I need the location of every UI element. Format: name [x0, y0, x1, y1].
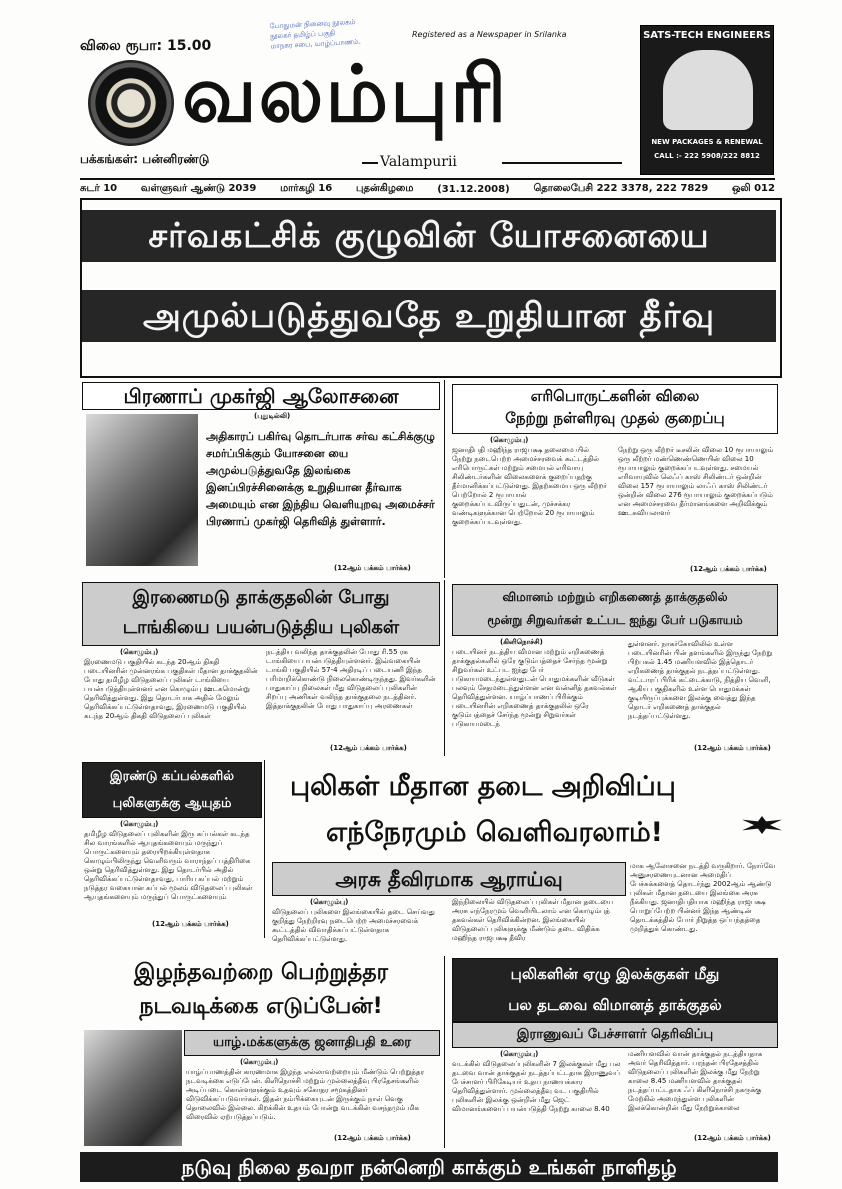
story8-subhead: இராணுவப் பேச்சாளர் தெரிவிப்பு	[452, 1022, 778, 1048]
story1-continued: (12ஆம் பக்கம் பார்க்க)	[334, 564, 411, 572]
story1-body: அதிகாரப் பகிர்வு தொடர்பாக சர்வ கட்சிக்குழு சமர்ப்பிக்கும் யோசனை யை அமுல்படுத்துவதே இலங்கை இனப்பிரச்சினைக்கு உறுதியான தீர்வாக அமையும் என இந்திய வெளியுறவு அமைச்சர் பிரணாப் முகர்ஜி தெரிவித் துள்ளார்.	[206, 430, 435, 528]
story5-continued: (12ஆம் பக்கம் பார்க்க)	[152, 920, 229, 928]
story7-headline-box	[82, 956, 440, 1026]
story6-headline-line1: புலிகள் மீதான தடை அறிவிப்பு	[290, 771, 676, 802]
advertisement	[640, 25, 774, 175]
story3-col2: நடத்திய வலிந்த தாக்குதலின் போது ரி.55 ரக டாங்கியை பயன்படுத்தியுள்ளனர். இவ்வகையின் டாங்கி பகுதியில் 57-4 அதிரடிப் படையணி இந்த பரிமாறிக்கொண்டு நிலைகொண்டிருந்தது. இவர்களின் பாதுகாப்பு நிலைகள் மீது விடுதலைப் புலிகளின் சிறப்பு அணிகள் வலிந்த தாக்குதலை நடத்தினர். இத்தாக்குதலின் போது பாதுகாப்பு அரணைகள்	[266, 648, 436, 710]
story6-col2: இந்நிலையில் விடுதலைப் புலிகள் மீதான தடையை அரசு எந்நேரமும் வெளியிடலாம் என கொழும்புத் தகவல்கள் தெரிவிக்கின்றன. இலங்கையில் விடுதலைப் புலிகளுக்கு மீண்டும் தடை விதிக்க மஹிந்த ராஜபக்ஷ தீவிர	[452, 898, 614, 942]
thiruvalluvar-year: வள்ளுவர் ஆண்டு 2039	[140, 183, 257, 194]
newspaper-title: வலம்புரி	[182, 49, 509, 140]
story3-headline-line2: டாங்கியை பயன்படுத்திய புலிகள்	[122, 617, 400, 638]
story7-headline-line2: நடவடிக்கை எடுப்பேன்!	[139, 994, 383, 1019]
story5-dateline: (கொழும்பு)	[120, 820, 159, 828]
ad-title: SATS-TECH ENGINEERS	[643, 30, 771, 41]
stamp-line: மாநகர சபை, யாழ்ப்பாணம்.	[270, 37, 362, 51]
story1-headline: பிரணாப் முகர்ஜி ஆலோசனை	[82, 382, 440, 410]
story7-continued: (12ஆம் பக்கம் பார்க்க)	[334, 1134, 411, 1142]
story8-headline-line1: புலிகளின் ஏழு இலக்குகள் மீது	[510, 965, 720, 983]
story1-dateline: (புதுடில்லி)	[254, 412, 291, 420]
story5-headline-line2: புலிகளுக்கு ஆயுதம்	[112, 796, 232, 811]
story4-dateline: (கிளிநொச்சி)	[500, 638, 543, 646]
story7-headline-line1: இழந்தவற்றை பெற்றுத்தர	[134, 960, 388, 985]
story3-headline-line1: இரணைமடு தாக்குதலின் போது	[132, 587, 390, 608]
story8-headline-box	[452, 958, 778, 1022]
price: விலை ரூபா: 15.00	[80, 38, 212, 54]
library-stamp	[269, 15, 400, 52]
story7-dateline: (கொழும்பு)	[240, 1058, 279, 1066]
story3-continued: (12ஆம் பக்கம் பார்க்க)	[330, 744, 407, 752]
story6-subhead: அரசு தீவிரமாக ஆராய்வு	[272, 862, 626, 896]
volume: சுடர் 10	[80, 183, 118, 194]
ad-phone: CALL :- 222 5908/222 8812	[654, 152, 760, 160]
footer-slogan: நடுவு நிலை தவறா நன்னெறி காக்கும் உங்கள் நாளிதழ்	[80, 1152, 778, 1182]
story4-headline-line2: மூன்று சிறுவர்கள் உட்பட ஐந்து பேர் படுகாயம்	[487, 613, 743, 627]
column-rule	[444, 956, 445, 1148]
story2-col2: நேற்று ஒரு லீற்றர் டீசலின் விலை 10 ரூபாயாலும் ஒரு லீற்றர் மண்ணெண்ணெயின் விலை 10 ரூபாயாலும் குறைக்கப்படவுள்ளது. சமையல் எரிவாயுவில் லெஃப் காஸ் சிலிண்டர் ஒன்றின் விலை 157 ரூபாயாலும் லாஃப் காஸ் சிலிண்டர் ஒன்றின் விலை 276 ரூபாயாலும் குறைக்கப்படும் என அமைச்சரவை தீர்மானங்களை அறிவிக்கும் ஊடகவியலாளர்	[618, 446, 774, 517]
stamp-line: போதுமன் நினைவு நூலகம்	[269, 17, 356, 31]
phone-numbers: தொலைபேசி 222 3378, 222 7829	[533, 183, 709, 194]
divider	[502, 162, 622, 164]
story5-body: தமிழீழ விடுதலைப் புலிகளின் இரு கப்பல்கள் கடந்த சில வாரங்களில் ஆயுதங்களையும் மருந்துப் பொருட்களையும் தரையிறக்கியுள்ளதாக கொழும்பிலிருந்து வெளிவரும் வாராந்தப் பத்திரிகை ஒன்று தெரிவித்துள்ளது. இது தொடர்பில் அதில் தெரிவிக்கப்பட்டுள்ளதாவது, பாரிய கப்பல் மற்றும் நடுத்தர வகையான கப்பல் மூலம் விடுதலைப் புலிகள் ஆயுதங்களையும் மருந்துப் பொருட்களையும்	[84, 830, 253, 901]
story2-headline-line1: எரிபொருட்களின் விலை	[530, 387, 700, 405]
column-rule	[264, 760, 265, 938]
story2-headline-line2: நேற்று நள்ளிரவு முதல் குறைப்பு	[505, 409, 725, 427]
column-rule	[444, 380, 445, 578]
story7-subhead: யாழ்.மக்களுக்கு ஜனாதிபதி உரை	[184, 1030, 440, 1056]
issue-date: (31.12.2008)	[437, 183, 510, 195]
stamp-line: நூலகர் தமிழ்ப் பகுதி	[269, 28, 336, 41]
page-count: பக்கங்கள்: பன்னிரண்டு	[80, 152, 210, 166]
story8-col1: வடக்கில் விடுதலைப்புலிகளின் 7 இலக்குகள் மீது பல தடவை வான் தாக்குதல் நடத்தப்பட்டதாக இராணுவப் பேச்சாளர் பிரிகேடியர் உதய நாணயக்கார தெரிவித்துள்ளார். முல்லைத்தீவு வட பகுதியில் புலிகளின் இலக்கு ஒன்றின் மீது ஜெட் விமானங்களைப் பயன்படுத்தி நேற்று காலை 8.40	[452, 1060, 621, 1113]
weekday: புதன்கிழமை	[356, 183, 414, 194]
story3-col1: இரணைமடு பகுதியில் கடந்த 20ஆம் திகதி படையினரின் முன்னரங்க பகுதிகள் மீதான தாக்குதலின் போது தமிழீழ விடுதலைப் புலிகள் டாங்கியை பயன்படுத்தியுள்ளனர் என கொழும்பு ஊடகமொன்று தெரிவித்துள்ளது. இது தொடர்பாக அதில் மேலும் தெரிவிக்கப்பட்டுள்ளதாவது, இரணைமடு பகுதியில் கடந்த 20ஆம் திகதி விடுதலைப் புலிகள்	[84, 658, 258, 720]
president-photo	[84, 1030, 182, 1146]
story4-headline-line1: விமானம் மற்றும் எறிகணைத் தாக்குதலில்	[502, 590, 728, 604]
story6-headline-line2: எந்நேரமும் வெளிவரலாம்!	[326, 817, 663, 848]
story8-continued: (12ஆம் பக்கம் பார்க்க)	[694, 1134, 771, 1142]
lead-headline-line1: சர்வகட்சிக் குழுவின் யோசனையை	[82, 210, 776, 262]
story4-continued: (12ஆம் பக்கம் பார்க்க)	[694, 744, 771, 752]
story8-headline-line2: பல தடவை விமானத் தாக்குதல்	[508, 996, 722, 1014]
story7-body: யாழ்ப்பாணத்தின் காரணமாக இழந்த எல்லாவற்றையும் மீண்டும் பெற்றுத்தர நடவடிக்கை எடுப்பேன். கிளிநொச்சி மற்றும் முல்லைத்தீவு பிரதேசங்களில் அடிப்படை கொள்ளளுக்கும் உதவும் சகோதர சமூகத்தினர் விடுவிக்கப்படுவார்கள். இதன் நம்பிக்கையுடன் இருக்கும் நாள் வெகு தொலைவில் இல்லை. கிறக்கின் உதயம் போன்று வடக்கின் வசந்தமும் மிக விரைவில் ஏற்படுத்தப்படும்.	[186, 1068, 425, 1121]
story2-col1: ஜனாதிபதி மஹிந்த ராஜபக்ஷ தலைமை யில் நேற்று நடைபெற்ற அமைச்சரவைக் கூட்டத்தில் எரிபொருட்கள் மற்றும் சமையல் எரிவாயு சிலிண்டர்களின் விலைகளைக் குறைப்பதற்கு தீர்மானிக்கப்பட்டுள்ளது. இதற்கமைய ஒரு லீற்றர் பெற்றோல் 2 ரூபாயால் குறைக்கப்படவிருப்பதுடன், முச்சக்கர வண்டிகளுக்கான பெற்றோல் 20 ரூபாயாலும் குறைக்கப்படவுள்ளது.	[452, 446, 607, 526]
english-name: Valampurii	[380, 154, 457, 170]
story4-headline-box	[452, 584, 778, 636]
story5-headline-box	[82, 762, 262, 818]
story6-dateline: (கொழும்பு)	[310, 898, 349, 906]
registration-note: Registered as a Newspaper in Srilanka	[412, 30, 567, 39]
tamil-date: மார்கழி 16	[280, 183, 333, 194]
satellite-dish-icon	[663, 50, 753, 130]
dateline-bar	[80, 178, 775, 200]
story6-headline-box	[270, 764, 778, 858]
ad-line: NEW PACKAGES & RENEWAL	[651, 138, 763, 146]
story8-dateline: (கொழும்பு)	[500, 1050, 539, 1058]
story2-dateline: (கொழும்பு)	[490, 436, 529, 444]
story6-col1: விடுதலைப் புலிகளை இலங்கையில் தடை செய்வது குறித்து நேற்றிரவு நடைபெற்ற அமைச்சரவைக் கூட்டத்தில் விவாதிக்கப்பட்டுள்ளதாக தெரிவிக்கப்பட்டுள்ளது.	[272, 908, 435, 943]
story4-col2: துள்ளனர். நாகர்கோவிலில் உள்ள படையினரின் பின் தளங்களில் இருந்து நேற்று பிற்பகல் 1.45 மணியளவில் இத்தொடர் எறிகணைத் தாக்குதல் நடத்தப்பட்டுள்ளது. வட்டாரப் பிரிக் கட்டைக்காடு, நித்திய வெளி, ஆகிய பகுதிகளில் உள்ள பொதுமக்கள் குடியிருப்புக்களை இலக்கு வைத்து இந்த தொடர் எறிகணைத் தாக்குதல் நடத்தப்பட்டுள்ளது.	[628, 640, 773, 720]
minister-photo	[86, 414, 198, 566]
column-rule	[444, 580, 445, 756]
divider	[362, 162, 378, 164]
lead-headline-line2: அமுல்படுத்துவதே உறுதியான தீர்வு	[82, 290, 776, 342]
story8-col2: மணியளவில் வான் தாக்குதல் நடத்தியதாக அவர் தெரிவித்தார். பரந்தன் பிரதேசத்தில் விடுதலைப் புலிகளின் இலக்கு மீது நேற்று காலை 8.45 மணியளவில் தாக்குதல் நடத்தப்பட்டதாக ஃப் கிளிநொச்சி நகருக்கு மேற்கில் அமைந்துள்ள புலிகளின் இலக்கொன்றின் மீது நேற்றுக்காலை	[628, 1050, 763, 1112]
story2-continued: (12ஆம் பக்கம் பார்க்க)	[690, 565, 767, 573]
story4-col1: படையினர் நடத்திய விமான மற்றும் எறிகணைத் தாக்குதல்களில் ஒரே குடும்பத்தைச் சேர்ந்த மூன்று சிறுவர்கள் உட்பட ஐந்து பேர் படுகாயமடைந்துள்ளதுடன் பொதுமக்களின் வீடுகள் பலவும் சேதமடைந்துள்ளன என வன்னித் தகவல்கள் தெரிவித்துள்ளன. யாழ்ப்பாணப் பிரிக்கும் படையினரின் எறிகணைத் தாக்குதலில் ஒரே குடும்பத்தைச் சேர்ந்த மூன்று சிறுவர்கள் படுகாயமடைந்	[452, 648, 617, 728]
issue-number: ஒலி 012	[732, 183, 775, 194]
story3-headline-box	[82, 582, 440, 646]
story6-side-text: மாக ஆலோசனை நடத்தி வருகிறார். நோர்வே அனுசரணையுடனான அமைதிப் பேச்சுக்களைத் தொடர்ந்து 2002ஆம் ஆண்டு புலிகள் மீதான தடையை இலங்கை அரசு நீக்கியது. ஜனாதிபதியாக மஹிந்த ராஜபக்ஷ பொறுப்பேற்ற பின்னர் இந்த ஆண்டின் தொடக்கத்தில் போர் நிறுத்த ஒப்பந்தத்தை முறித்துக் கொண்டது.	[630, 862, 776, 933]
story3-dateline: (கொழும்பு)	[120, 648, 159, 656]
story5-headline-line1: இரண்டு கப்பல்களில்	[110, 769, 234, 784]
conch-logo-icon	[88, 60, 174, 146]
story2-headline-box	[452, 384, 778, 434]
